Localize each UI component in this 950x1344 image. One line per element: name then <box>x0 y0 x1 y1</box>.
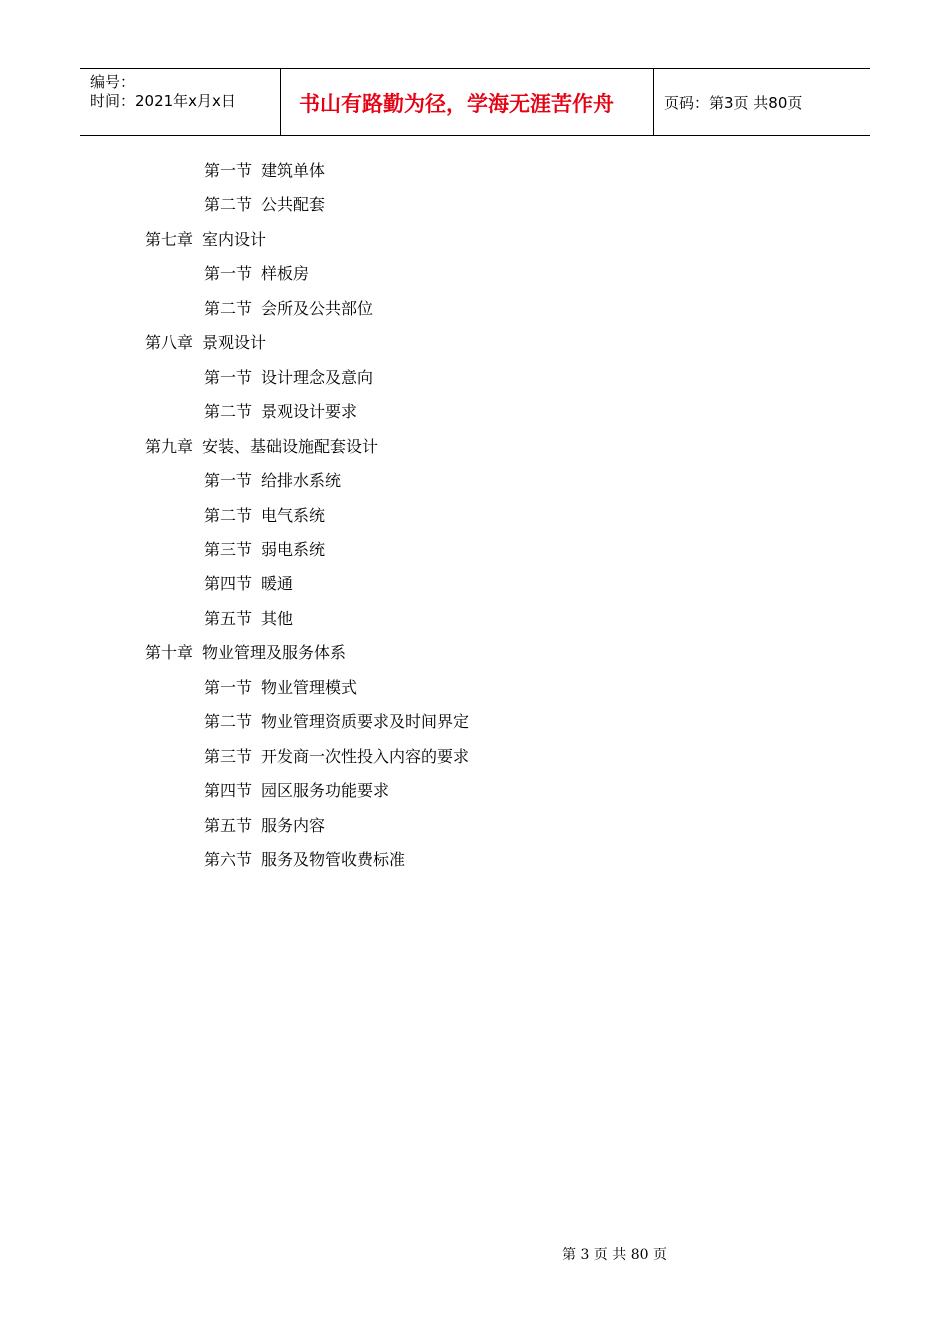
toc-entry-number: 第三节 <box>204 747 253 766</box>
header-page-number: 页码：第3页 共80页 <box>664 94 803 112</box>
page-footer: 第 3 页 共 80 页 <box>562 1247 667 1263</box>
toc-entry-title: 物业管理及服务体系 <box>202 643 347 662</box>
toc-entry-title: 会所及公共部位 <box>261 299 374 318</box>
toc-section <box>204 160 325 182</box>
toc-entry-number: 第一节 <box>204 368 253 387</box>
page-header <box>80 68 870 136</box>
toc-entry-number: 第二节 <box>204 712 253 731</box>
toc-entry-number: 第三节 <box>204 540 253 559</box>
toc-section <box>204 505 325 527</box>
toc-entry-number: 第六节 <box>204 850 253 869</box>
toc-entry-number: 第四节 <box>204 574 253 593</box>
header-meta-cell <box>80 69 281 135</box>
header-slogan-cell <box>281 69 654 135</box>
toc-entry-title: 物业管理资质要求及时间界定 <box>261 712 470 731</box>
toc-entry-title: 建筑单体 <box>261 161 326 180</box>
toc-chapter <box>145 436 378 458</box>
toc-entry-number: 第一节 <box>204 471 253 490</box>
toc-section <box>204 401 357 423</box>
toc-section <box>204 539 325 561</box>
toc-entry-number: 第五节 <box>204 816 253 835</box>
toc-entry-title: 景观设计 <box>202 333 267 352</box>
toc-entry-title: 其他 <box>261 609 294 628</box>
toc-section <box>204 711 469 733</box>
toc-entry-number: 第一节 <box>204 264 253 283</box>
toc-entry-number: 第九章 <box>145 437 194 456</box>
header-slogan: 书山有路勤为径，学海无涯苦作舟 <box>299 92 614 116</box>
toc-section <box>204 367 373 389</box>
toc-entry-title: 弱电系统 <box>261 540 326 559</box>
toc-entry-number: 第十章 <box>145 643 194 662</box>
toc-section <box>204 746 469 768</box>
toc-chapter <box>145 332 266 354</box>
toc-entry-title: 服务内容 <box>261 816 326 835</box>
toc-entry-number: 第七章 <box>145 230 194 249</box>
toc-entry-number: 第二节 <box>204 195 253 214</box>
toc-entry-title: 电气系统 <box>261 506 326 525</box>
toc-entry-number: 第八章 <box>145 333 194 352</box>
toc-entry-number: 第一节 <box>204 678 253 697</box>
toc-entry-title: 设计理念及意向 <box>261 368 374 387</box>
toc-entry-number: 第四节 <box>204 781 253 800</box>
header-page-cell <box>654 69 870 135</box>
toc-entry-title: 样板房 <box>261 264 310 283</box>
toc-section <box>204 608 293 630</box>
document-number-label: 编号： <box>90 73 136 91</box>
toc-entry-number: 第二节 <box>204 402 253 421</box>
toc-entry-title: 开发商一次性投入内容的要求 <box>261 747 470 766</box>
toc-entry-number: 第二节 <box>204 506 253 525</box>
toc-section <box>204 470 341 492</box>
toc-section <box>204 677 357 699</box>
toc-entry-number: 第二节 <box>204 299 253 318</box>
toc-section <box>204 263 309 285</box>
toc-entry-title: 物业管理模式 <box>261 678 358 697</box>
toc-section <box>204 849 405 871</box>
toc-entry-title: 给排水系统 <box>261 471 342 490</box>
toc-entry-title: 暖通 <box>261 574 294 593</box>
toc-entry-title: 景观设计要求 <box>261 402 358 421</box>
toc-section <box>204 780 389 802</box>
toc-entry-number: 第五节 <box>204 609 253 628</box>
toc-section <box>204 815 325 837</box>
toc-section <box>204 573 293 595</box>
toc-entry-title: 公共配套 <box>261 195 326 214</box>
toc-entry-title: 安装、基础设施配套设计 <box>202 437 379 456</box>
toc-section <box>204 194 325 216</box>
toc-entry-title: 服务及物管收费标准 <box>261 850 406 869</box>
toc-chapter <box>145 229 266 251</box>
toc-entry-title: 室内设计 <box>202 230 267 249</box>
toc-chapter <box>145 642 346 664</box>
toc-entry-title: 园区服务功能要求 <box>261 781 390 800</box>
toc-entry-number: 第一节 <box>204 161 253 180</box>
document-date-label: 时间：2021年x月x日 <box>90 92 236 110</box>
toc-section <box>204 298 373 320</box>
